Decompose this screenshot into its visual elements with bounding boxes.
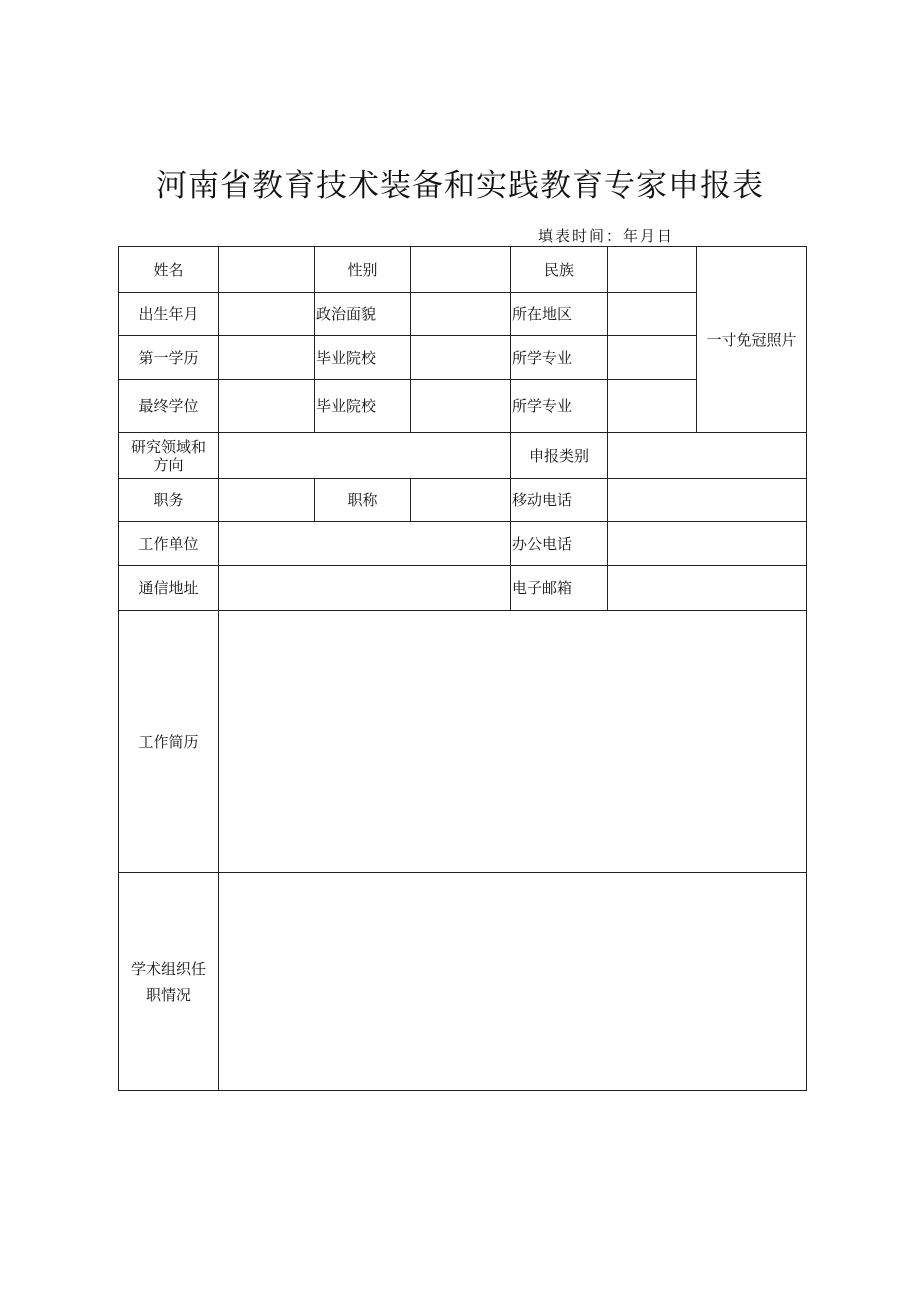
row-academic bbox=[119, 873, 807, 1091]
research-label bbox=[119, 433, 219, 479]
final-degree-field[interactable] bbox=[219, 380, 315, 433]
mobile-label: 移动电话 bbox=[511, 479, 608, 522]
first-degree-field[interactable] bbox=[219, 336, 315, 380]
graduate-school-1-field[interactable] bbox=[411, 336, 511, 380]
research-label-line1: 研究领域和 bbox=[130, 437, 206, 456]
employer-field[interactable] bbox=[219, 522, 511, 566]
professional-title-label: 职称 bbox=[315, 479, 411, 522]
political-status-field[interactable] bbox=[411, 293, 511, 336]
graduate-school-2-field[interactable] bbox=[411, 380, 511, 433]
address-field[interactable] bbox=[219, 566, 511, 611]
gender-label: 性别 bbox=[315, 247, 411, 293]
position-label: 职务 bbox=[119, 479, 219, 522]
employer-label: 工作单位 bbox=[119, 522, 219, 566]
research-label-line2: 方向 bbox=[153, 455, 184, 474]
work-history-field[interactable] bbox=[219, 611, 807, 873]
major-1-field[interactable] bbox=[608, 336, 697, 380]
research-field[interactable] bbox=[219, 433, 511, 479]
row-position bbox=[119, 479, 807, 522]
major-1-label: 所学专业 bbox=[511, 336, 608, 380]
academic-label-line1: 学术组织任 bbox=[130, 959, 206, 978]
email-label: 电子邮箱 bbox=[511, 566, 608, 611]
office-phone-field[interactable] bbox=[608, 522, 807, 566]
graduate-school-1-label: 毕业院校 bbox=[315, 336, 411, 380]
address-label: 通信地址 bbox=[119, 566, 219, 611]
ethnicity-field[interactable] bbox=[608, 247, 697, 293]
birth-field[interactable] bbox=[219, 293, 315, 336]
row-address bbox=[119, 566, 807, 611]
position-field[interactable] bbox=[219, 479, 315, 522]
work-history-label: 工作简历 bbox=[119, 611, 219, 873]
professional-title-field[interactable] bbox=[411, 479, 511, 522]
row-research bbox=[119, 433, 807, 479]
gender-field[interactable] bbox=[411, 247, 511, 293]
row-name bbox=[119, 247, 807, 293]
mobile-field[interactable] bbox=[608, 479, 807, 522]
page-title: 河南省教育技术装备和实践教育专家申报表 bbox=[156, 168, 764, 204]
region-field[interactable] bbox=[608, 293, 697, 336]
region-label: 所在地区 bbox=[511, 293, 608, 336]
photo-placeholder[interactable]: 一寸免冠照片 bbox=[697, 247, 807, 433]
political-status-label: 政治面貌 bbox=[315, 293, 411, 336]
major-2-field[interactable] bbox=[608, 380, 697, 433]
major-2-label: 所学专业 bbox=[511, 380, 608, 433]
row-work-history bbox=[119, 611, 807, 873]
fill-date-label: 填表时间：年月日 bbox=[538, 227, 675, 245]
email-field[interactable] bbox=[608, 566, 807, 611]
name-field[interactable] bbox=[219, 247, 315, 293]
application-category-field[interactable] bbox=[608, 433, 807, 479]
ethnicity-label: 民族 bbox=[511, 247, 608, 293]
graduate-school-2-label: 毕业院校 bbox=[315, 380, 411, 433]
academic-label bbox=[119, 873, 219, 1091]
name-label: 姓名 bbox=[119, 247, 219, 293]
academic-field[interactable] bbox=[219, 873, 807, 1091]
first-degree-label: 第一学历 bbox=[119, 336, 219, 380]
birth-label: 出生年月 bbox=[119, 293, 219, 336]
row-employer bbox=[119, 522, 807, 566]
office-phone-label: 办公电话 bbox=[511, 522, 608, 566]
final-degree-label: 最终学位 bbox=[119, 380, 219, 433]
academic-label-line2: 职情况 bbox=[145, 985, 191, 1004]
application-category-label: 申报类别 bbox=[511, 433, 608, 479]
application-form-table bbox=[118, 246, 807, 1091]
